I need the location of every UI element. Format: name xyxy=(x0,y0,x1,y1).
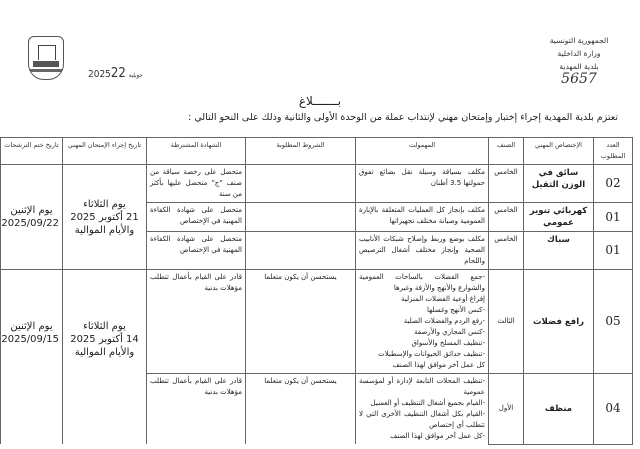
row-count: 04 xyxy=(594,374,633,445)
row-conditions: يستحسن أن يكون متعلما xyxy=(246,374,356,445)
table-row xyxy=(1,165,633,203)
row-specialty: سباك xyxy=(524,232,594,270)
deadline-value: 2025/09/22 xyxy=(1,218,59,229)
header-qualification: الشهادة المشترطة xyxy=(147,138,246,165)
duty-line: -تنظيف حدائق الحيوانات والإسطبلات xyxy=(378,350,485,358)
duty-line: إفراغ أوعية الفضلات المنزلية xyxy=(401,295,485,303)
header-specialty: الإختصاص المهني xyxy=(524,138,594,165)
row-grade: الخامس xyxy=(489,203,524,232)
header-conditions: الشروط المطلوبة xyxy=(246,138,356,165)
duty-line: -القيام بجميع أشغال التنظيف أو الغسيل xyxy=(370,399,485,407)
row-specialty: رافع فضلات xyxy=(524,270,594,374)
header-deadline: تاريخ ختم الترشحات xyxy=(1,138,63,165)
deadline-cell xyxy=(1,165,63,270)
row-duties xyxy=(356,270,489,374)
table-row xyxy=(1,270,633,374)
deadline-cell xyxy=(1,270,63,445)
seal-base xyxy=(33,61,59,67)
row-specialty: منظف xyxy=(524,374,594,445)
duty-line: -القيام بكل أشغال التنظيف الأخرى التي لا تتطلب أي إختصاص xyxy=(359,410,485,429)
recruitment-table xyxy=(0,137,633,445)
row-conditions xyxy=(246,203,356,232)
exam-date-cell xyxy=(63,270,147,445)
row-conditions xyxy=(246,232,356,270)
row-grade: الخامس xyxy=(489,165,524,203)
row-qualification: متحصل على شهادة الكفاءة المهنية في الإختصاص xyxy=(147,232,246,270)
row-duties: مكلف بسياقة وسيلة نقل بضائع تفوق حمولتها 3.5 أطنان xyxy=(356,165,489,203)
row-grade: الأول xyxy=(489,374,524,445)
header-duties: المهمولت xyxy=(356,138,489,165)
header-exam-date: تاريخ إجراء الإمتحان المهني xyxy=(63,138,147,165)
row-qualification: قادر على القيام بأعمال تتطلب مؤهلات بدنية xyxy=(147,270,246,374)
stamp-day: 22 xyxy=(110,66,126,81)
deadline-day: يوم الإثنين xyxy=(10,205,53,216)
row-count: 01 xyxy=(594,232,633,270)
exam-date-note: والأيام الموالية xyxy=(74,347,135,358)
exam-date-cell xyxy=(63,165,147,270)
row-count: 01 xyxy=(594,203,633,232)
notice-title: بـــــــلاغ xyxy=(298,94,342,108)
row-qualification: متحصل على شهادة الكفاءة المهنية في الإختصاص xyxy=(147,203,246,232)
row-specialty: كهربائي تنوير عمومي xyxy=(524,203,594,232)
deadline-day: يوم الإثنين xyxy=(10,321,53,332)
exam-date-day: يوم الثلاثاء xyxy=(83,321,126,332)
notice-intro: تعتزم بلدية المهدية إجراء إختبار وإمتحان مهني لإنتداب عملة من الوحدة الأولى والثانية وذلك على النحو التالي : xyxy=(188,112,618,123)
exam-date-value: 21 أكتوبر 2025 xyxy=(70,211,139,223)
row-specialty: سائق في الوزن الثقيل xyxy=(524,165,594,203)
row-conditions: يستحسن أن يكون متعلما xyxy=(246,270,356,374)
row-grade: الخامس xyxy=(489,232,524,270)
authority-block xyxy=(524,34,634,86)
header-count: العدد المطلوب xyxy=(594,138,633,165)
exam-date-note: والأيام الموالية xyxy=(74,224,135,236)
exam-date-value: 14 أكتوبر 2025 xyxy=(70,334,139,345)
duty-line: -جمع الفضلات بالساحات العمومية والشوارع والأنهج والأزقة وغيرها xyxy=(359,273,485,292)
stamp-month: جويلية xyxy=(128,72,143,79)
seal-ribbon xyxy=(30,69,62,72)
duty-line: -تنظيف المحلات التابعة لإدارة أو لمؤسسة عمومية xyxy=(359,377,485,396)
republic-name: الجمهورية التونسية xyxy=(549,36,609,45)
row-duties xyxy=(356,374,489,445)
duty-line: -رفع الردم والفضلات الصلبة xyxy=(403,317,485,325)
duty-line: -تنظيف المسلخ والأسواق xyxy=(411,339,485,347)
seal-tower-icon xyxy=(38,45,56,60)
table-header-row xyxy=(1,138,633,165)
municipality-name: بلدية المهدية xyxy=(559,62,599,71)
duty-line: -كل عمل آخر موافق لهذا الصنف xyxy=(390,432,485,440)
exam-date-day: يوم الثلاثاء xyxy=(83,198,126,210)
deadline-value: 2025/09/15 xyxy=(1,334,59,345)
header-grade: الصنف xyxy=(489,138,524,165)
row-qualification: متحصل على رخصة سياقة من صنف "ج" متحصل عليها بأكثر من سنة xyxy=(147,165,246,203)
stamp-year: 2025 xyxy=(88,69,111,80)
duty-line: -كنس الأنهج وغسلها xyxy=(427,306,485,314)
row-count: 02 xyxy=(594,165,633,203)
row-count: 05 xyxy=(594,270,633,374)
row-duties: مكلف بإنجاز كل العمليات المتعلقة بالإنارة العمومية وصيانة مختلف تجهيزاتها xyxy=(356,203,489,232)
duty-line: -كنس المجاري والأرصفة xyxy=(414,328,485,336)
duty-line: كل عمل آخر موافق لهذا الصنف xyxy=(392,361,485,369)
row-conditions xyxy=(246,165,356,203)
reference-number: 5657 xyxy=(561,71,597,87)
municipality-seal xyxy=(28,36,64,80)
ministry-name: وزارة الداخلية xyxy=(557,49,601,58)
row-grade: الثالث xyxy=(489,270,524,374)
row-qualification: قادر على القيام بأعمال تتطلب مؤهلات بدنية xyxy=(147,374,246,445)
row-duties: مكلف بوضع وربط وإصلاح شبكات الأنابيب الصحية وإنجاز مختلف أشغال الترصيص واللحام xyxy=(356,232,489,270)
date-stamp xyxy=(88,66,146,81)
